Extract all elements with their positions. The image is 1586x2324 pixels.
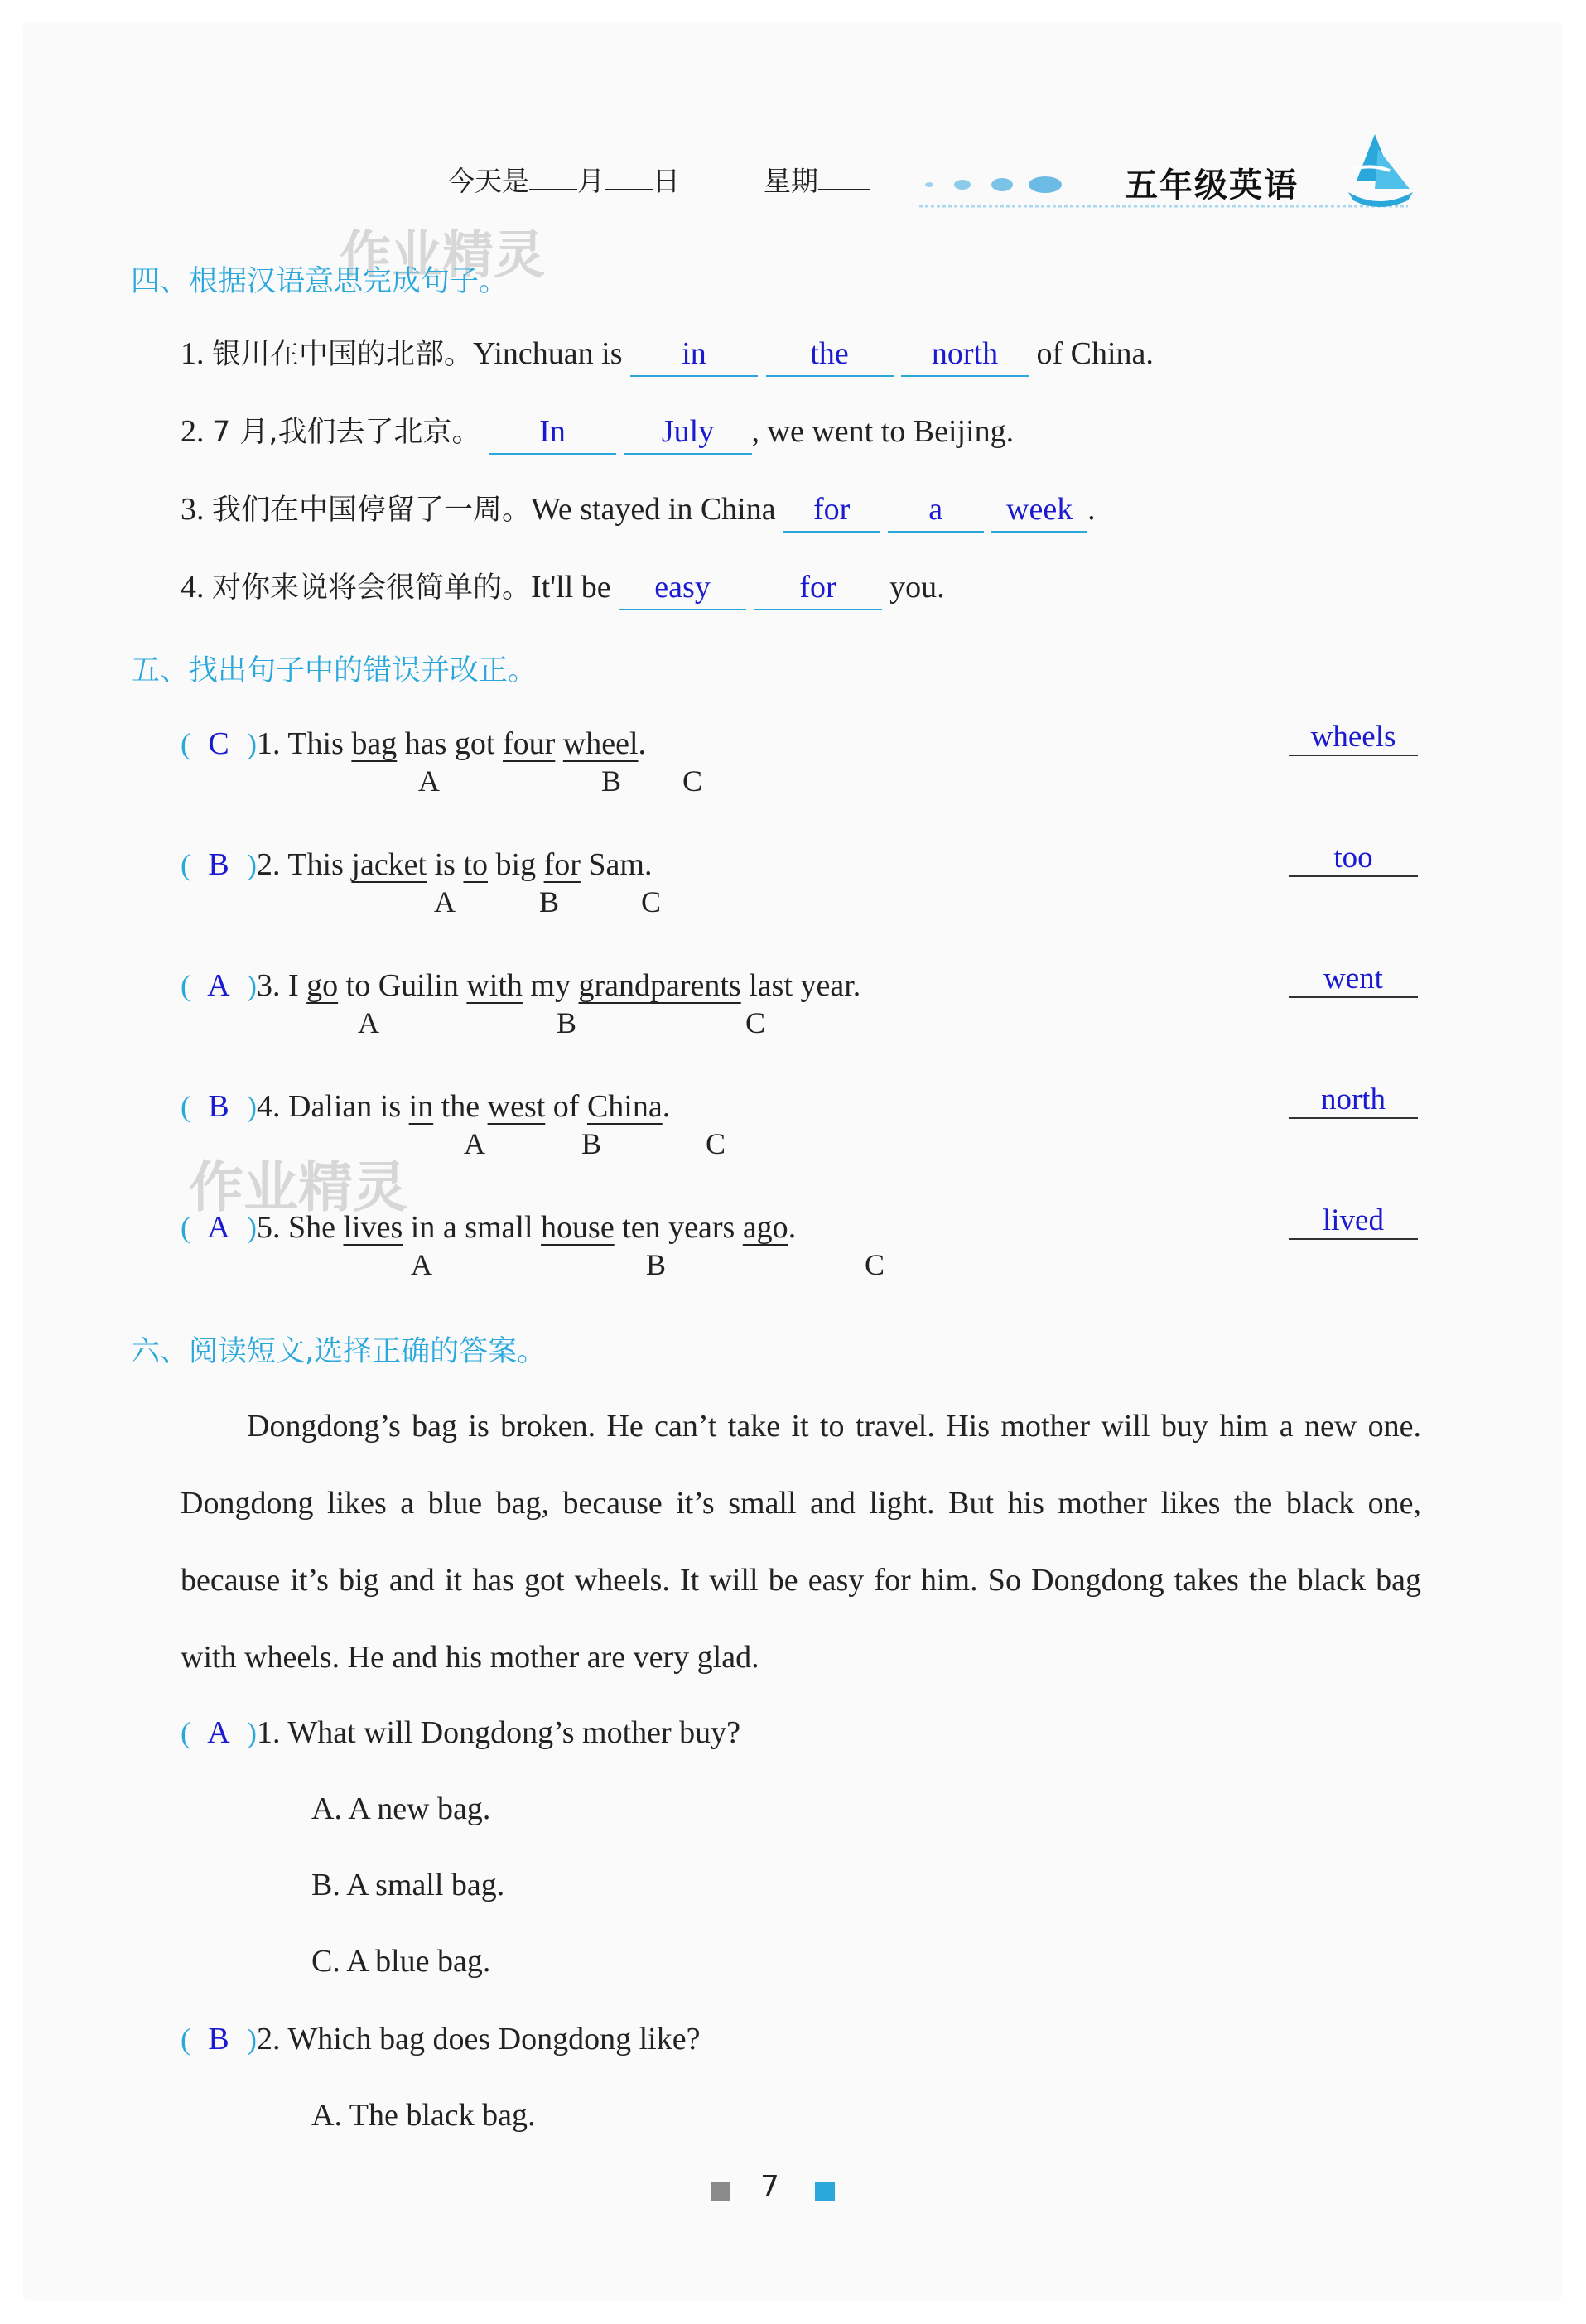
s4-item-4: 4. 对你来说将会很简单的。It'll be easy for you.	[181, 565, 945, 610]
blank-answer[interactable]: in	[630, 337, 758, 377]
date-day-label: 日	[653, 165, 680, 197]
option-label: C	[682, 764, 703, 798]
option-label: B	[539, 885, 560, 919]
section6-title: 六、阅读短文,选择正确的答案。	[131, 1335, 547, 1368]
correction-answer: wheels	[1289, 719, 1418, 756]
correction-answer: went	[1289, 961, 1418, 998]
blank-answer[interactable]: In	[489, 415, 616, 455]
page-number: 7	[760, 2170, 779, 2204]
blank-answer[interactable]: for	[783, 493, 880, 533]
blank-answer[interactable]: the	[766, 337, 894, 377]
s4-item-3: 3. 我们在中国停留了一周。We stayed in China for a week .	[181, 487, 1096, 533]
answer-letter: B	[208, 847, 229, 882]
blank-answer[interactable]: north	[901, 337, 1029, 377]
blank-answer[interactable]: July	[624, 415, 752, 455]
date-weekday-label: 星期	[764, 165, 818, 197]
s5-item-5: ( A )5. She lives in a small house ten years ago.	[181, 1210, 797, 1245]
s5-item-2: ( B )2. This jacket is to big for Sam.	[181, 847, 653, 882]
s6-question-2: ( B )2. Which bag does Dongdong like?	[181, 2022, 701, 2056]
blank-answer[interactable]: easy	[619, 571, 746, 610]
option-item: A. A new bag.	[311, 1791, 491, 1826]
option-label: B	[646, 1248, 667, 1281]
blank-answer[interactable]: for	[754, 571, 882, 610]
option-label: A	[358, 1006, 379, 1039]
blank-answer[interactable]: week	[991, 493, 1087, 533]
option-label: C	[745, 1006, 766, 1039]
correction-answer: north	[1289, 1082, 1418, 1119]
reading-passage: Dongdong’s bag is broken. He can’t take it to travel. His mother will buy him a new one. Dongdong likes a blue bag, because it’s small and light. But his mother likes the black one, because it’s big and it has got wheels. It will be easy for him. So Dongdong takes the black bag with wheels. He and his mother are very glad.	[181, 1409, 1421, 1675]
option-label: A	[418, 764, 440, 798]
option-item: C. A blue bag.	[311, 1944, 491, 1979]
answer-letter: B	[208, 2022, 229, 2056]
date-today-label: 今天是	[447, 165, 529, 197]
option-label: A	[434, 885, 456, 919]
answer-letter: A	[207, 1210, 230, 1245]
answer-letter: C	[208, 726, 229, 761]
option-label: A	[411, 1248, 432, 1281]
option-label: C	[641, 885, 662, 919]
s4-item-2: 2. 7 月,我们去了北京。 In July , we went to Beijing.	[181, 409, 1014, 455]
date-month-label: 月	[577, 165, 605, 197]
watermark-top: 作业精灵	[340, 224, 546, 285]
correction-answer: lived	[1289, 1203, 1418, 1240]
footer-blue-square-icon	[815, 2182, 835, 2201]
s4-item-1: 1. 银川在中国的北部。Yinchuan is in the north of China.	[181, 331, 1154, 377]
watermark-middle: 作业精灵	[189, 1155, 407, 1219]
answer-letter: B	[208, 1089, 229, 1124]
footer-gray-square-icon	[711, 2182, 730, 2201]
date-line	[447, 160, 870, 199]
section4-title: 四、根据汉语意思完成句子。	[131, 265, 509, 298]
book-title: 五年级英语	[1125, 166, 1299, 205]
answer-letter: A	[207, 1715, 230, 1750]
option-label: A	[464, 1127, 485, 1160]
option-item: B. A small bag.	[311, 1868, 505, 1902]
sail-logo-icon	[1342, 131, 1416, 214]
s5-item-1: ( C )1. This bag has got four wheel.	[181, 726, 647, 761]
s5-item-3: ( A )3. I go to Guilin with my grandparents last year.	[181, 968, 861, 1003]
answer-letter: A	[207, 968, 230, 1003]
option-label: B	[557, 1006, 577, 1039]
s5-item-4: ( B )4. Dalian is in the west of China.	[181, 1089, 671, 1124]
correction-answer: too	[1289, 840, 1418, 877]
blank-answer[interactable]: a	[888, 493, 984, 533]
option-item: A. The black bag.	[311, 2098, 536, 2133]
option-label: B	[581, 1127, 602, 1160]
option-label: C	[706, 1127, 726, 1160]
option-label: C	[865, 1248, 885, 1281]
option-label: B	[601, 764, 622, 798]
s6-question-1: ( A )1. What will Dongdong’s mother buy?	[181, 1715, 741, 1750]
section5-title: 五、找出句子中的错误并改正。	[131, 654, 538, 687]
